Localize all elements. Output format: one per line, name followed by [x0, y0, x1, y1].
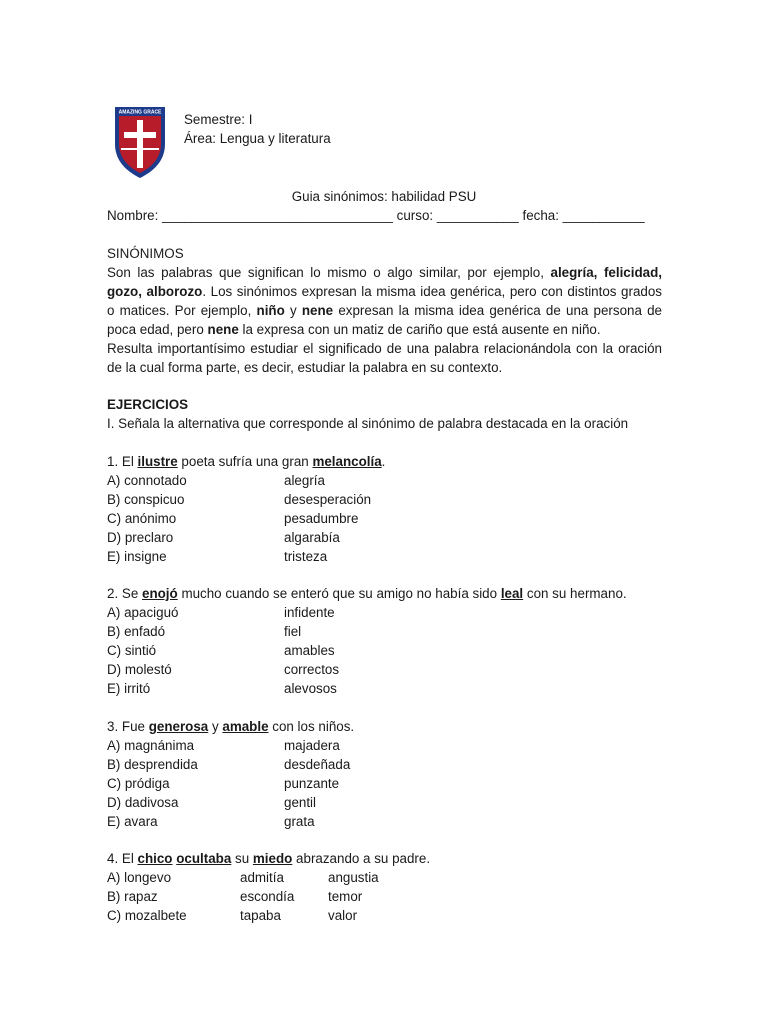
intro-section: [107, 244, 662, 377]
option-row: D) dadivosa gentil: [107, 795, 317, 810]
intro-paragraph-1: Son las palabras que significan lo mismo o algo similar, por ejemplo, alegría, felicidad, gozo, alborozo. Los sinónimos expresan la misma idea genérica, pero con distintos grados o matices. Por ejemplo, niño y nene expresan la misma idea genérica de una persona de poca edad, pero nene la expresa con un matiz de cariño que está ausente en niño.: [107, 265, 662, 337]
question-1-text: 1. El ilustre poeta sufría una gran melancolía.: [107, 454, 386, 469]
option-row: E) insigne tristeza: [107, 549, 328, 564]
school-crest-logo: [112, 104, 168, 180]
option-row: D) preclaro algarabía: [107, 530, 340, 545]
option-row: B) desprendida desdeñada: [107, 757, 351, 772]
option-row: C) pródiga punzante: [107, 776, 340, 791]
option-row: A) apaciguó infidente: [107, 605, 335, 620]
section-heading-ejercicios: EJERCICIOS: [107, 397, 189, 412]
question-2: [107, 584, 627, 698]
option-row: C) sintió amables: [107, 643, 335, 658]
semester-label: Semestre: I: [184, 112, 253, 127]
question-3: [107, 717, 354, 831]
option-row: E) avara grata: [107, 814, 315, 829]
question-1: [107, 452, 385, 566]
question-3-text: 3. Fue generosa y amable con los niños.: [107, 719, 355, 734]
exercises-section: [107, 395, 662, 433]
area-label: Área: Lengua y literatura: [184, 131, 331, 146]
intro-paragraph-2: Resulta importantísimo estudiar el significado de una palabra relacionándola con la oración de la cual forma parte, es decir, estudiar la palabra en su contexto.: [107, 341, 662, 375]
option-row: E) irritó alevosos: [107, 681, 337, 696]
option-row: B) conspicuo desesperación: [107, 492, 372, 507]
option-row: B) rapaz escondía temor: [107, 889, 363, 904]
exercise-instruction: I. Señala la alternativa que corresponde al sinónimo de palabra destacada en la oración: [107, 416, 629, 431]
option-row: A) longevo admitía angustia: [107, 870, 379, 885]
option-row: C) mozalbete tapaba valor: [107, 908, 358, 923]
question-4: [107, 849, 430, 925]
option-row: A) connotado alegría: [107, 473, 325, 488]
logo-text: AMAZING GRACE: [118, 109, 162, 116]
section-heading-sinonimos: SINÓNIMOS: [107, 246, 184, 261]
name-course-date-line: Nombre: _______________________________ curso: ___________ fecha: ___________: [107, 208, 645, 223]
header-info: [184, 110, 331, 148]
document-title: Guia sinónimos: habilidad PSU: [291, 189, 477, 204]
option-row: A) magnánima majadera: [107, 738, 340, 753]
option-row: B) enfadó fiel: [107, 624, 302, 639]
question-2-text: 2. Se enojó mucho cuando se enteró que su amigo no había sido leal con su hermano.: [107, 586, 627, 601]
question-4-text: 4. El chico ocultaba su miedo abrazando a su padre.: [107, 851, 431, 866]
option-row: C) anónimo pesadumbre: [107, 511, 359, 526]
option-row: D) molestó correctos: [107, 662, 340, 677]
